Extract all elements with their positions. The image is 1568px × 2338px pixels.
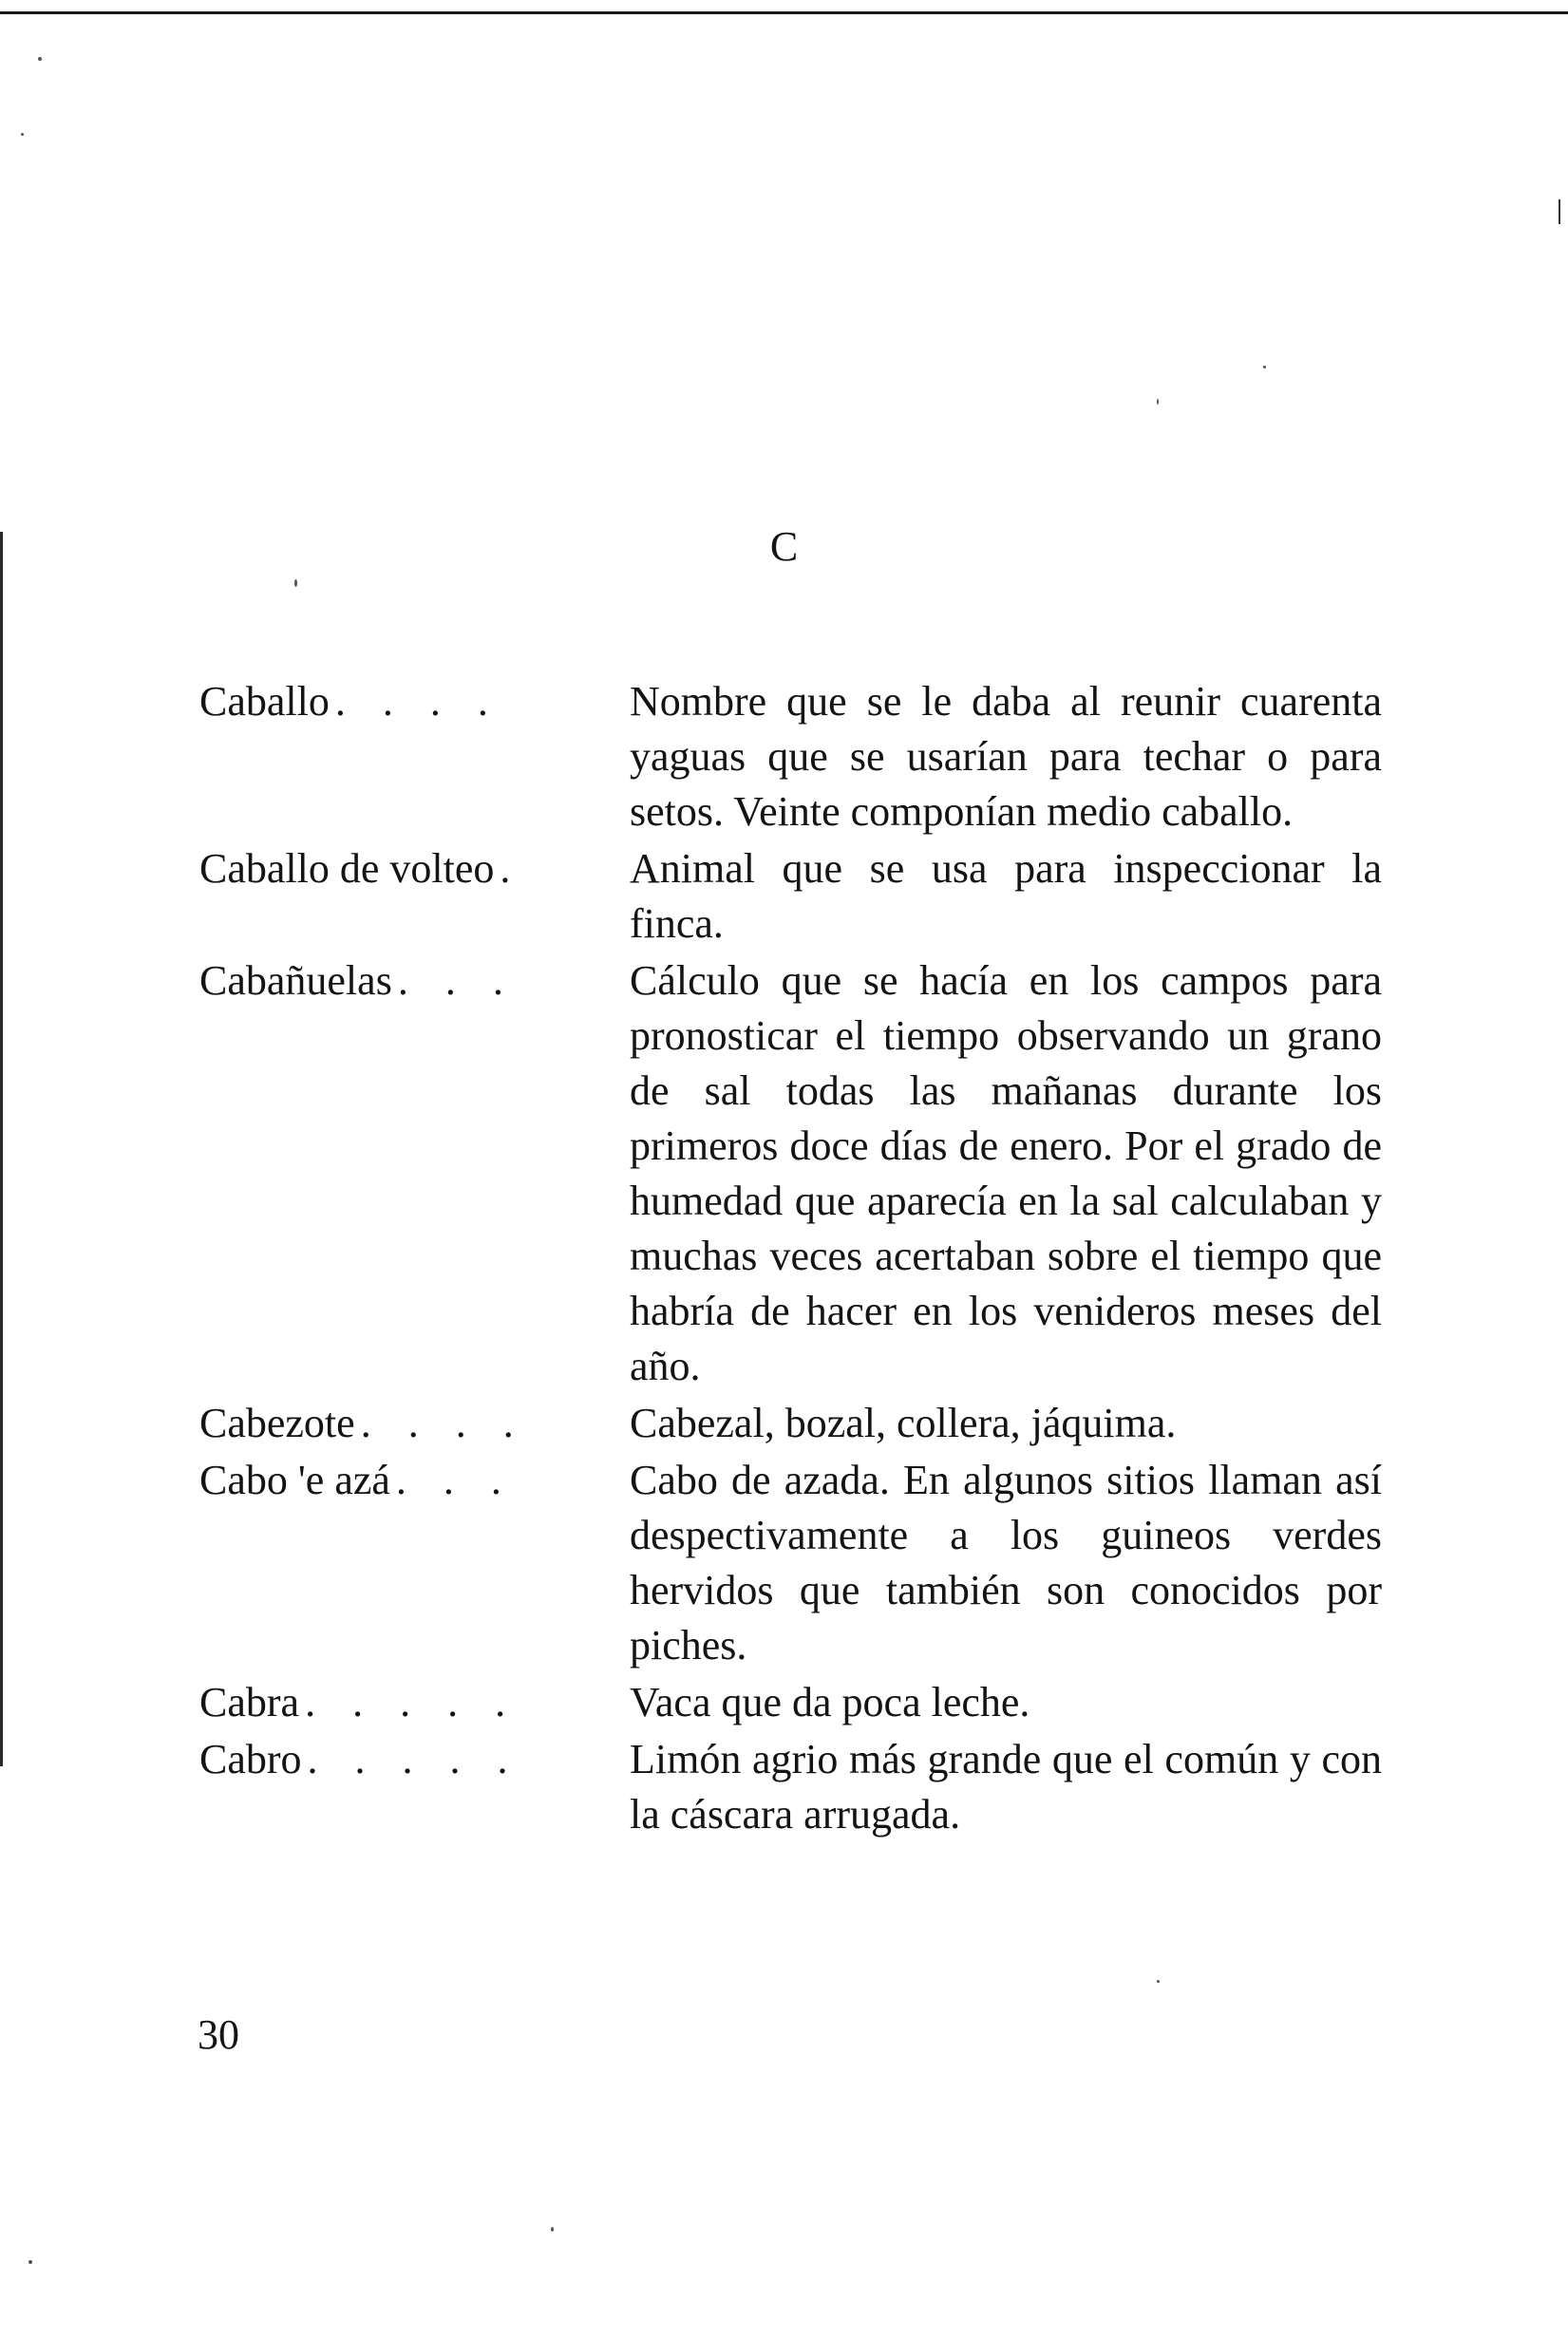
dot-leader: . xyxy=(500,845,524,892)
term-text: Caballo xyxy=(199,678,330,725)
scan-speck xyxy=(1157,399,1159,405)
dot-leader: . . . . . xyxy=(307,1736,521,1782)
dot-leader: . . . xyxy=(395,1457,515,1503)
entry-definition: Vaca que da poca leche. xyxy=(630,1679,1030,1725)
term-text: Cabo 'e azá xyxy=(199,1457,390,1503)
section-letter: C xyxy=(769,523,799,570)
entry-definition: Animal que se usa para inspeccionar la finca. xyxy=(630,845,1382,947)
dot-leader: . . . . xyxy=(334,678,501,725)
entry-term xyxy=(199,1675,603,1730)
scan-speck xyxy=(21,133,24,136)
glossary-entry xyxy=(199,953,1396,1394)
term-text: Cabro xyxy=(199,1736,302,1782)
top-border-rule xyxy=(0,11,1568,14)
term-text: Cabezote xyxy=(199,1400,355,1446)
entry-term xyxy=(199,674,603,729)
scan-speck xyxy=(294,579,297,587)
glossary-entries xyxy=(199,674,1396,1844)
glossary-entry xyxy=(199,841,1396,952)
entry-term xyxy=(199,1732,603,1787)
dot-leader: . . . xyxy=(397,957,517,1004)
entry-term xyxy=(199,841,603,896)
entry-definition: Limón agrio más grande que el común y con la cáscara arrugada. xyxy=(630,1736,1382,1838)
term-text: Cabra xyxy=(199,1679,300,1725)
left-border-rule xyxy=(0,532,3,1766)
entry-term xyxy=(199,1453,603,1508)
scan-speck xyxy=(1263,366,1266,368)
scan-speck xyxy=(551,2227,554,2232)
term-text: Cabañuelas xyxy=(199,957,392,1004)
page-number: 30 xyxy=(198,2011,239,2058)
dot-leader: . . . . . xyxy=(305,1679,520,1725)
entry-term xyxy=(199,953,603,1009)
margin-mark xyxy=(1559,199,1560,224)
glossary-entry xyxy=(199,1453,1396,1673)
glossary-entry xyxy=(199,1396,1396,1451)
entry-definition: Cabezal, bozal, collera, jáquima. xyxy=(630,1400,1177,1446)
glossary-entry xyxy=(199,1675,1396,1730)
scan-speck xyxy=(38,57,42,61)
term-text: Caballo de volteo xyxy=(199,845,495,892)
entry-definition: Nombre que se le daba al reunir cuarenta yaguas que se usarían para techar o para setos. Veinte componían medio caballo. xyxy=(630,678,1382,835)
entry-definition: Cabo de azada. En algunos sitios llaman así despectivamente a los guineos verdes hervidos que también son conocidos por piches. xyxy=(630,1457,1382,1669)
entry-term xyxy=(199,1396,603,1451)
entry-definition: Cálculo que se hacía en los campos para pronosticar el tiempo observando un grano de sal todas las mañanas durante los primeros doce días de enero. Por el grado de humedad que aparecía en la sal calculaban y muchas veces acertaban sobre el tiempo que habría de hacer en los venideros meses del año. xyxy=(630,957,1382,1389)
dot-leader: . . . . xyxy=(360,1400,527,1446)
scan-speck xyxy=(1157,1980,1160,1983)
scan-speck xyxy=(28,2260,32,2264)
glossary-entry xyxy=(199,1732,1396,1842)
glossary-entry xyxy=(199,674,1396,839)
